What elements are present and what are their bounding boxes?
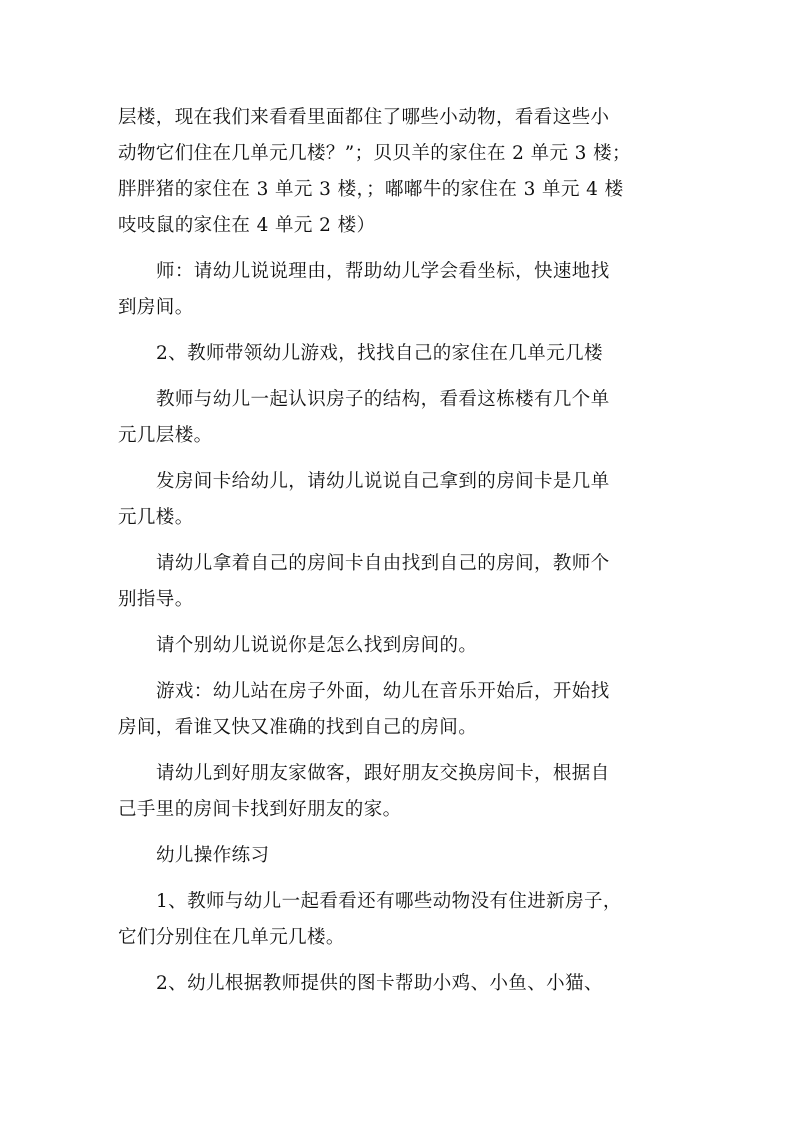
- text-line: 1、教师与幼儿一起看看还有哪些动物没有住进新房子，: [156, 891, 622, 912]
- paragraph-teacher-reason: [118, 254, 690, 326]
- text-line: 请个别幼儿说说你是怎么找到房间的。: [156, 635, 478, 656]
- paragraph-house-structure: [118, 382, 690, 454]
- text-line: 元几层楼。: [118, 425, 213, 446]
- text-line: 它们分别住在几单元几楼。: [118, 927, 345, 948]
- text-line: 教师与幼儿一起认识房子的结构，看看这栋楼有几个单: [156, 389, 610, 410]
- text-line: 吱吱鼠的家住在 4 单元 2 楼）: [118, 215, 376, 236]
- paragraph-practice-1: [118, 884, 690, 956]
- paragraph-find-room: [118, 546, 690, 618]
- text-line: 别指导。: [118, 589, 194, 610]
- text-line: 请幼儿拿着自己的房间卡自由找到自己的房间，教师个: [156, 553, 610, 574]
- text-line: 动物它们住在几单元几楼？”；贝贝羊的家住在 2 单元 3 楼；: [118, 143, 631, 164]
- text-line: 元几楼。: [118, 507, 194, 528]
- text-line: 层楼，现在我们来看看里面都住了哪些小动物，看看这些小: [118, 107, 610, 128]
- text-line: 2、教师带领幼儿游戏，找找自己的家住在几单元几楼: [156, 343, 603, 364]
- document-body: [118, 100, 690, 1012]
- paragraph-practice-2: [118, 966, 690, 1002]
- paragraph-explain: [118, 628, 690, 664]
- paragraph-room-card: [118, 464, 690, 536]
- paragraph-intro-continuation: [118, 100, 690, 244]
- text-line: 游戏：幼儿站在房子外面，幼儿在音乐开始后，开始找: [156, 681, 610, 702]
- text-line: 师：请幼儿说说理由，帮助幼儿学会看坐标，快速地找: [156, 261, 610, 282]
- paragraph-practice-heading: [118, 838, 690, 874]
- text-line: 请幼儿到好朋友家做客，跟好朋友交换房间卡，根据自: [156, 763, 610, 784]
- text-line: 己手里的房间卡找到好朋友的家。: [118, 799, 402, 820]
- text-line: 到房间。: [118, 297, 194, 318]
- text-line: 发房间卡给幼儿，请幼儿说说自己拿到的房间卡是几单: [156, 471, 610, 492]
- paragraph-visit-friend: [118, 756, 690, 828]
- text-line: 幼儿操作练习: [156, 845, 270, 866]
- text-line: 2、幼儿根据教师提供的图卡帮助小鸡、小鱼、小猫、: [156, 973, 603, 994]
- text-line: 房间，看谁又快又准确的找到自己的房间。: [118, 717, 478, 738]
- text-line: 胖胖猪的家住在 3 单元 3 楼，；嘟嘟牛的家住在 3 单元 4 楼: [118, 179, 624, 200]
- paragraph-game: [118, 674, 690, 746]
- paragraph-step-2-heading: [118, 336, 690, 372]
